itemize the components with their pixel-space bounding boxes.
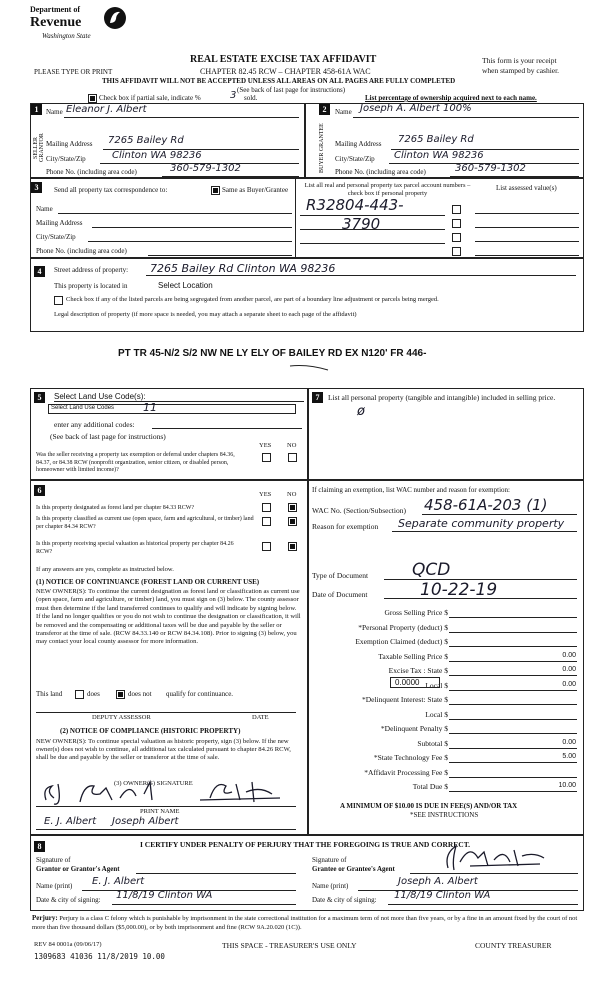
parcel-checkbox-1[interactable]	[452, 205, 461, 214]
street-address[interactable]: 7265 Bailey Rd Clinton WA 98236	[150, 262, 336, 275]
grantee-date-label: Date & city of signing:	[312, 896, 377, 904]
section-8-number: 8	[34, 841, 45, 852]
s3-city-line	[88, 241, 292, 242]
seller-side-label: SELLER GRANTOR	[33, 133, 45, 163]
seller-name-label: Name	[46, 108, 63, 116]
reason-line	[392, 531, 577, 532]
tax-row-line	[449, 791, 577, 792]
tax-row-line	[449, 733, 577, 734]
tax-row-label: Gross Selling Price $	[384, 608, 448, 617]
buyer-phone-label: Phone No. (including area code)	[335, 168, 426, 176]
s5-yes: YES	[259, 442, 272, 449]
tax-row-value[interactable]: 0.00	[562, 680, 576, 688]
dept-line2: Revenue	[30, 15, 82, 30]
segregated-checkbox[interactable]	[54, 296, 63, 305]
s6-q1-yes[interactable]	[262, 503, 271, 512]
section-3-number: 3	[31, 182, 42, 193]
see-back: (See back of last page for instructions)	[237, 86, 346, 94]
receipt-line1: This form is your receipt	[482, 56, 557, 65]
wac-value[interactable]: 458-61A-203 (1)	[424, 496, 548, 514]
tax-row-label: Subtotal $	[417, 738, 448, 748]
revenue-logo	[30, 5, 130, 47]
tax-row-value[interactable]: 0.00	[562, 666, 576, 673]
additional-codes-label: enter any additional codes:	[54, 420, 135, 429]
exemption-claim-label: If claiming an exemption, list WAC number and reason for exemption:	[312, 486, 510, 494]
reason-value[interactable]: Separate community property	[398, 517, 565, 530]
s6-no: NO	[287, 491, 297, 498]
buyer-phone-line	[450, 176, 579, 177]
s3-mailing-label: Mailing Address	[36, 219, 83, 227]
s3-phone-line	[148, 255, 292, 256]
buyer-side-label: BUYER GRANTEE	[319, 123, 325, 173]
tax-row-label: Exemption Claimed (deduct) $	[355, 637, 448, 646]
same-as-buyer-checkbox[interactable]	[211, 186, 220, 195]
deputy-label: DEPUTY ASSESSOR	[92, 714, 151, 721]
seller-city-label: City/State/Zip	[46, 155, 86, 163]
tax-row-line	[449, 661, 577, 662]
deputy-line	[36, 712, 296, 713]
s6-q3-no[interactable]	[288, 542, 297, 551]
buyer-city[interactable]: Clinton WA 98236	[394, 150, 484, 161]
owner-signature[interactable]	[40, 778, 290, 808]
form-chapter: CHAPTER 82.45 RCW – CHAPTER 458-61A WAC	[200, 67, 371, 76]
grantor-date[interactable]: 11/8/19 Clinton WA	[116, 890, 213, 901]
cashier-stamp: 1309683 41036 11/8/2019 10.00	[34, 952, 165, 961]
section-5-number: 5	[34, 392, 45, 403]
segregated-label: Check box if any of the listed parcels are being segregated from another parcel, are part of a boundary line adjustment or parcels being merged.	[66, 296, 439, 303]
printed-names[interactable]: E. J. Albert Joseph Albert	[44, 816, 179, 827]
buyer-name-line	[353, 117, 579, 118]
parcel-line-2	[300, 229, 445, 230]
tax-row-line	[449, 690, 577, 691]
legal-pen-stroke	[288, 362, 330, 372]
buyer-mailing[interactable]: 7265 Bailey Rd	[398, 134, 474, 145]
warning: THIS AFFIDAVIT WILL NOT BE ACCEPTED UNLESS ALL AREAS ON ALL PAGES ARE FULLY COMPLETED	[102, 77, 456, 85]
legal-label: Legal description of property (if more space is needed, you may attach a separate sheet to each page of the affidavit)	[54, 311, 357, 318]
doc-date[interactable]: 10-22-19	[420, 580, 498, 600]
tax-row-label: *State Technology Fee $	[373, 753, 448, 762]
grantee-name[interactable]: Joseph A. Albert	[398, 876, 478, 887]
seller-name-line	[64, 117, 299, 118]
same-as-buyer-label: Same as Buyer/Grantee	[222, 186, 289, 194]
print-name-line	[36, 829, 296, 830]
perjury-label: Perjury:	[32, 914, 58, 922]
local-rate: 0.0000	[395, 678, 420, 687]
partial-pct: 3	[230, 90, 237, 101]
s6-q1: Is this property designated as forest land per chapter 84.33 RCW?	[36, 505, 195, 511]
parcel-1[interactable]: R32804-443-	[306, 196, 404, 214]
owner-signature-label: (3) OWNER(S) SIGNATURE	[114, 780, 193, 787]
grantee-date[interactable]: 11/8/19 Clinton WA	[394, 890, 491, 901]
section-4-number: 4	[34, 266, 45, 277]
s6-q3: Is this property receiving special valuation as historical property per chapter 84.26 RCW?	[36, 541, 234, 555]
street-line	[146, 275, 576, 276]
personal-property-value[interactable]: ø	[357, 404, 365, 419]
wa-logo-icon	[102, 5, 128, 35]
grantee-signature[interactable]	[440, 842, 550, 874]
assessed-line-1	[475, 213, 579, 214]
doc-type-label: Type of Document	[312, 571, 369, 580]
doc-date-label: Date of Document	[312, 590, 368, 599]
tax-row-line	[449, 762, 577, 763]
street-label: Street address of property:	[54, 266, 129, 274]
grantor-name-label: Name (print)	[36, 882, 73, 890]
perjury-text: Perjury is a class C felony which is punishable by imprisonment in the state correctional institution for a maximum term of not more than five years, or by a fine in an amount fixed by the court of not more than five thousand dollars ($5,000.00), or by both imprisonment and fine (RCW 9A.20.020 (1C)).	[32, 915, 578, 931]
tax-row-line	[449, 646, 577, 647]
s6-q3-yes[interactable]	[262, 542, 271, 551]
parcel-2[interactable]: 3790	[342, 215, 381, 233]
sig-grantor-l2: Grantor or Grantor's Agent	[36, 865, 120, 873]
partial-sale-checkbox[interactable]	[88, 94, 97, 103]
section-2-number: 2	[319, 104, 330, 115]
grantee-date-line	[388, 904, 578, 905]
s6-if-yes: If any answers are yes, complete as instructed below.	[36, 566, 174, 573]
personal-property-label: List all personal property (tangible and intangible) included in selling price.	[328, 393, 556, 402]
send-correspondence-label: Send all property tax correspondence to:	[54, 186, 168, 194]
tax-row-label: *Affidavit Processing Fee $	[364, 767, 448, 777]
sig-grantee-l2: Grantee or Grantee's Agent	[312, 865, 395, 873]
buyer-phone[interactable]: 360-579-1302	[455, 163, 526, 174]
tax-row-line	[449, 675, 577, 676]
tax-row-line	[449, 777, 577, 778]
grantor-date-label: Date & city of signing:	[36, 896, 101, 904]
parcel-line-3	[300, 243, 445, 244]
tax-row-value[interactable]: 0.00	[562, 651, 576, 659]
section-1-number: 1	[31, 104, 42, 115]
buyer-city-label: City/State/Zip	[335, 155, 375, 163]
seller-city[interactable]: Clinton WA 98236	[112, 150, 202, 161]
doc-type[interactable]: QCD	[412, 560, 451, 580]
buyer-mailing-label: Mailing Address	[335, 140, 382, 148]
legal-description[interactable]: PT TR 45-N/2 S/2 NW NE LY ELY OF BAILEY RD EX N120' FR 446-	[118, 348, 427, 359]
land-use-line	[54, 401, 304, 402]
s5-no-checkbox[interactable]	[288, 453, 297, 462]
s3-mailing-line	[92, 227, 292, 228]
s5-no: NO	[287, 442, 297, 449]
sold-label: sold.	[244, 94, 258, 102]
does-not-label: does not	[128, 690, 152, 698]
dept-line1: Department of	[30, 5, 80, 14]
tax-row-label: Taxable Selling Price $	[378, 651, 448, 661]
sig-grantor-l1: Signature of	[36, 856, 71, 864]
s6-q2-no[interactable]	[288, 517, 297, 526]
list-percentage: List percentage of ownership acquired next to each name.	[365, 94, 537, 102]
s3-name-line	[58, 213, 292, 214]
please-type: PLEASE TYPE OR PRINT	[34, 68, 113, 76]
qualify-label: qualify for continuance.	[166, 690, 234, 698]
s6-q2: Is this property classified as current use (open space, farm and agricultural, or timber) land per chapter 84.34 RCW?	[36, 516, 254, 530]
does-label: does	[87, 690, 100, 698]
assessed-line-2	[475, 227, 579, 228]
land-use-label: Select Land Use Code(s):	[54, 392, 146, 401]
grantor-name[interactable]: E. J. Albert	[92, 876, 145, 887]
s6-q1-no[interactable]	[288, 503, 297, 512]
located-label: This property is located in	[54, 282, 128, 290]
treasurer-use: THIS SPACE - TREASURER'S USE ONLY	[222, 941, 357, 950]
tax-row-label: Local $	[425, 709, 448, 719]
s3-name-label: Name	[36, 205, 53, 213]
tax-row-label: *Delinquent Interest: State $	[361, 695, 448, 704]
tax-row-value[interactable]: 0.00	[562, 738, 576, 746]
print-name-label: PRINT NAME	[140, 808, 180, 815]
parcel-checkbox-3[interactable]	[452, 233, 461, 242]
s3-phone-label: Phone No. (including area code)	[36, 247, 127, 255]
reason-label: Reason for exemption	[312, 522, 379, 531]
parcel-checkbox-2[interactable]	[452, 219, 461, 228]
grantor-sig-line	[136, 873, 296, 874]
see-instructions: *SEE INSTRUCTIONS	[410, 811, 479, 819]
tax-row-line	[449, 719, 577, 720]
historic-text: NEW OWNER(S): To continue special valuation as historic property, sign (3) below. If the new owner(s) does not wish to continue, all additional tax calculated pursuant to chapter 84.26 RCW, shall be due and payable by the seller or transferor at the time of sale.	[36, 738, 291, 761]
county-treasurer: COUNTY TREASURER	[475, 941, 552, 950]
owner-sig-line	[36, 806, 296, 807]
s3-city-label: City/State/Zip	[36, 233, 76, 241]
additional-codes-line	[152, 428, 302, 429]
partial-sale-label: Check box if partial sale, indicate %	[99, 94, 201, 102]
parcel-header: List all real and personal property tax parcel account numbers – check box if personal property	[304, 182, 471, 197]
tax-row-value[interactable]: 5.00	[562, 753, 576, 760]
grantee-name-label: Name (print)	[312, 882, 349, 890]
historic-title: (2) NOTICE OF COMPLIANCE (HISTORIC PROPERTY)	[60, 727, 241, 735]
s5-yes-checkbox[interactable]	[262, 453, 271, 462]
assessed-line-4	[475, 255, 579, 256]
tax-row-line	[449, 704, 577, 705]
this-land-label: This land	[36, 690, 63, 698]
buyer-name-label: Name	[335, 108, 352, 116]
perjury-notice	[32, 914, 584, 932]
s6-q2-yes[interactable]	[262, 517, 271, 526]
dept-line3: Washington State	[42, 32, 91, 40]
section-7-number: 7	[312, 392, 323, 403]
tax-row-label: *Personal Property (deduct) $	[358, 622, 448, 632]
s5-question: Was the seller receiving a property tax exemption or deferral under chapters 84.36, 84.37, or 84.38 RCW (nonprofit organization, senior citizen, or disabled person, homeowner with limited income)?	[36, 452, 235, 473]
certify-statement: I CERTIFY UNDER PENALTY OF PERJURY THAT THE FOREGOING IS TRUE AND CORRECT.	[140, 840, 471, 849]
grantor-date-line	[112, 904, 296, 905]
seller-mailing[interactable]: 7265 Bailey Rd	[108, 135, 184, 146]
seller-mailing-label: Mailing Address	[46, 140, 93, 148]
minimum-notice: A MINIMUM OF $10.00 IS DUE IN FEE(S) AND/OR TAX	[340, 802, 518, 810]
seller-phone-line	[162, 176, 299, 177]
s3-divider	[295, 178, 296, 258]
tax-row-line	[449, 748, 577, 749]
located-select[interactable]: Select Location	[158, 281, 213, 290]
buyer-name[interactable]: Joseph A. Albert 100%	[360, 103, 472, 114]
sig-grantee-l1: Signature of	[312, 856, 347, 864]
tax-row-label: Total Due $	[412, 782, 448, 791]
seller-phone-label: Phone No. (including area code)	[46, 168, 137, 176]
seller-name[interactable]: Eleanor J. Albert	[66, 104, 147, 115]
parcel-line-1	[300, 215, 445, 216]
form-title: REAL ESTATE EXCISE TAX AFFIDAVIT	[190, 54, 377, 65]
tax-row-line	[449, 632, 577, 633]
receipt-line2: when stamped by cashier.	[482, 66, 560, 75]
deputy-date-label: DATE	[252, 714, 269, 721]
tax-row-line	[449, 617, 577, 618]
tax-row-label: *Delinquent Penalty $	[380, 724, 448, 733]
wac-label: WAC No. (Section/Subsection)	[312, 506, 406, 515]
does-checkbox[interactable]	[75, 690, 84, 699]
parcel-checkbox-4[interactable]	[452, 247, 461, 256]
land-use-code: 11	[143, 401, 157, 414]
land-use-select-value: Select Land Use Codes	[51, 405, 115, 411]
continuance-title: (1) NOTICE OF CONTINUANCE (FOREST LAND OR CURRENT USE)	[36, 578, 260, 586]
continuance-text: NEW OWNER(S): To continue the current designation as forest land or classification as current use (open space, farm and agriculture, or timber) land, you must sign on (3) below. The county assessor must then determine if the land transferred continues to qualify and will indicate by signing below. If the land no longer qualifies or you do not wish to continue the designation or classification, it will be removed and the compensating or additional taxes will be due and payable by the seller or transferor at the time of sale. (RCW 84.33.140 or RCW 84.34.108). Prior to signing (3) below, you may contact your local county assessor for more information.	[36, 588, 301, 646]
tax-row-value[interactable]: 10.00	[558, 782, 576, 789]
s6-yes: YES	[259, 491, 272, 498]
rev-number: REV 84 0001a (09/06/17)	[34, 941, 102, 948]
assessed-header: List assessed value(s)	[496, 184, 557, 192]
s5-see-back: (See back of last page for instructions)	[50, 432, 166, 441]
assessed-line-3	[475, 241, 579, 242]
tax-row-label: Excise Tax : State $	[388, 666, 448, 675]
section-6-number: 6	[34, 485, 45, 496]
seller-phone[interactable]: 360-579-1302	[170, 163, 241, 174]
tax-row-label: Local $	[425, 680, 448, 690]
wac-line	[422, 514, 577, 515]
does-not-checkbox[interactable]	[116, 690, 125, 699]
